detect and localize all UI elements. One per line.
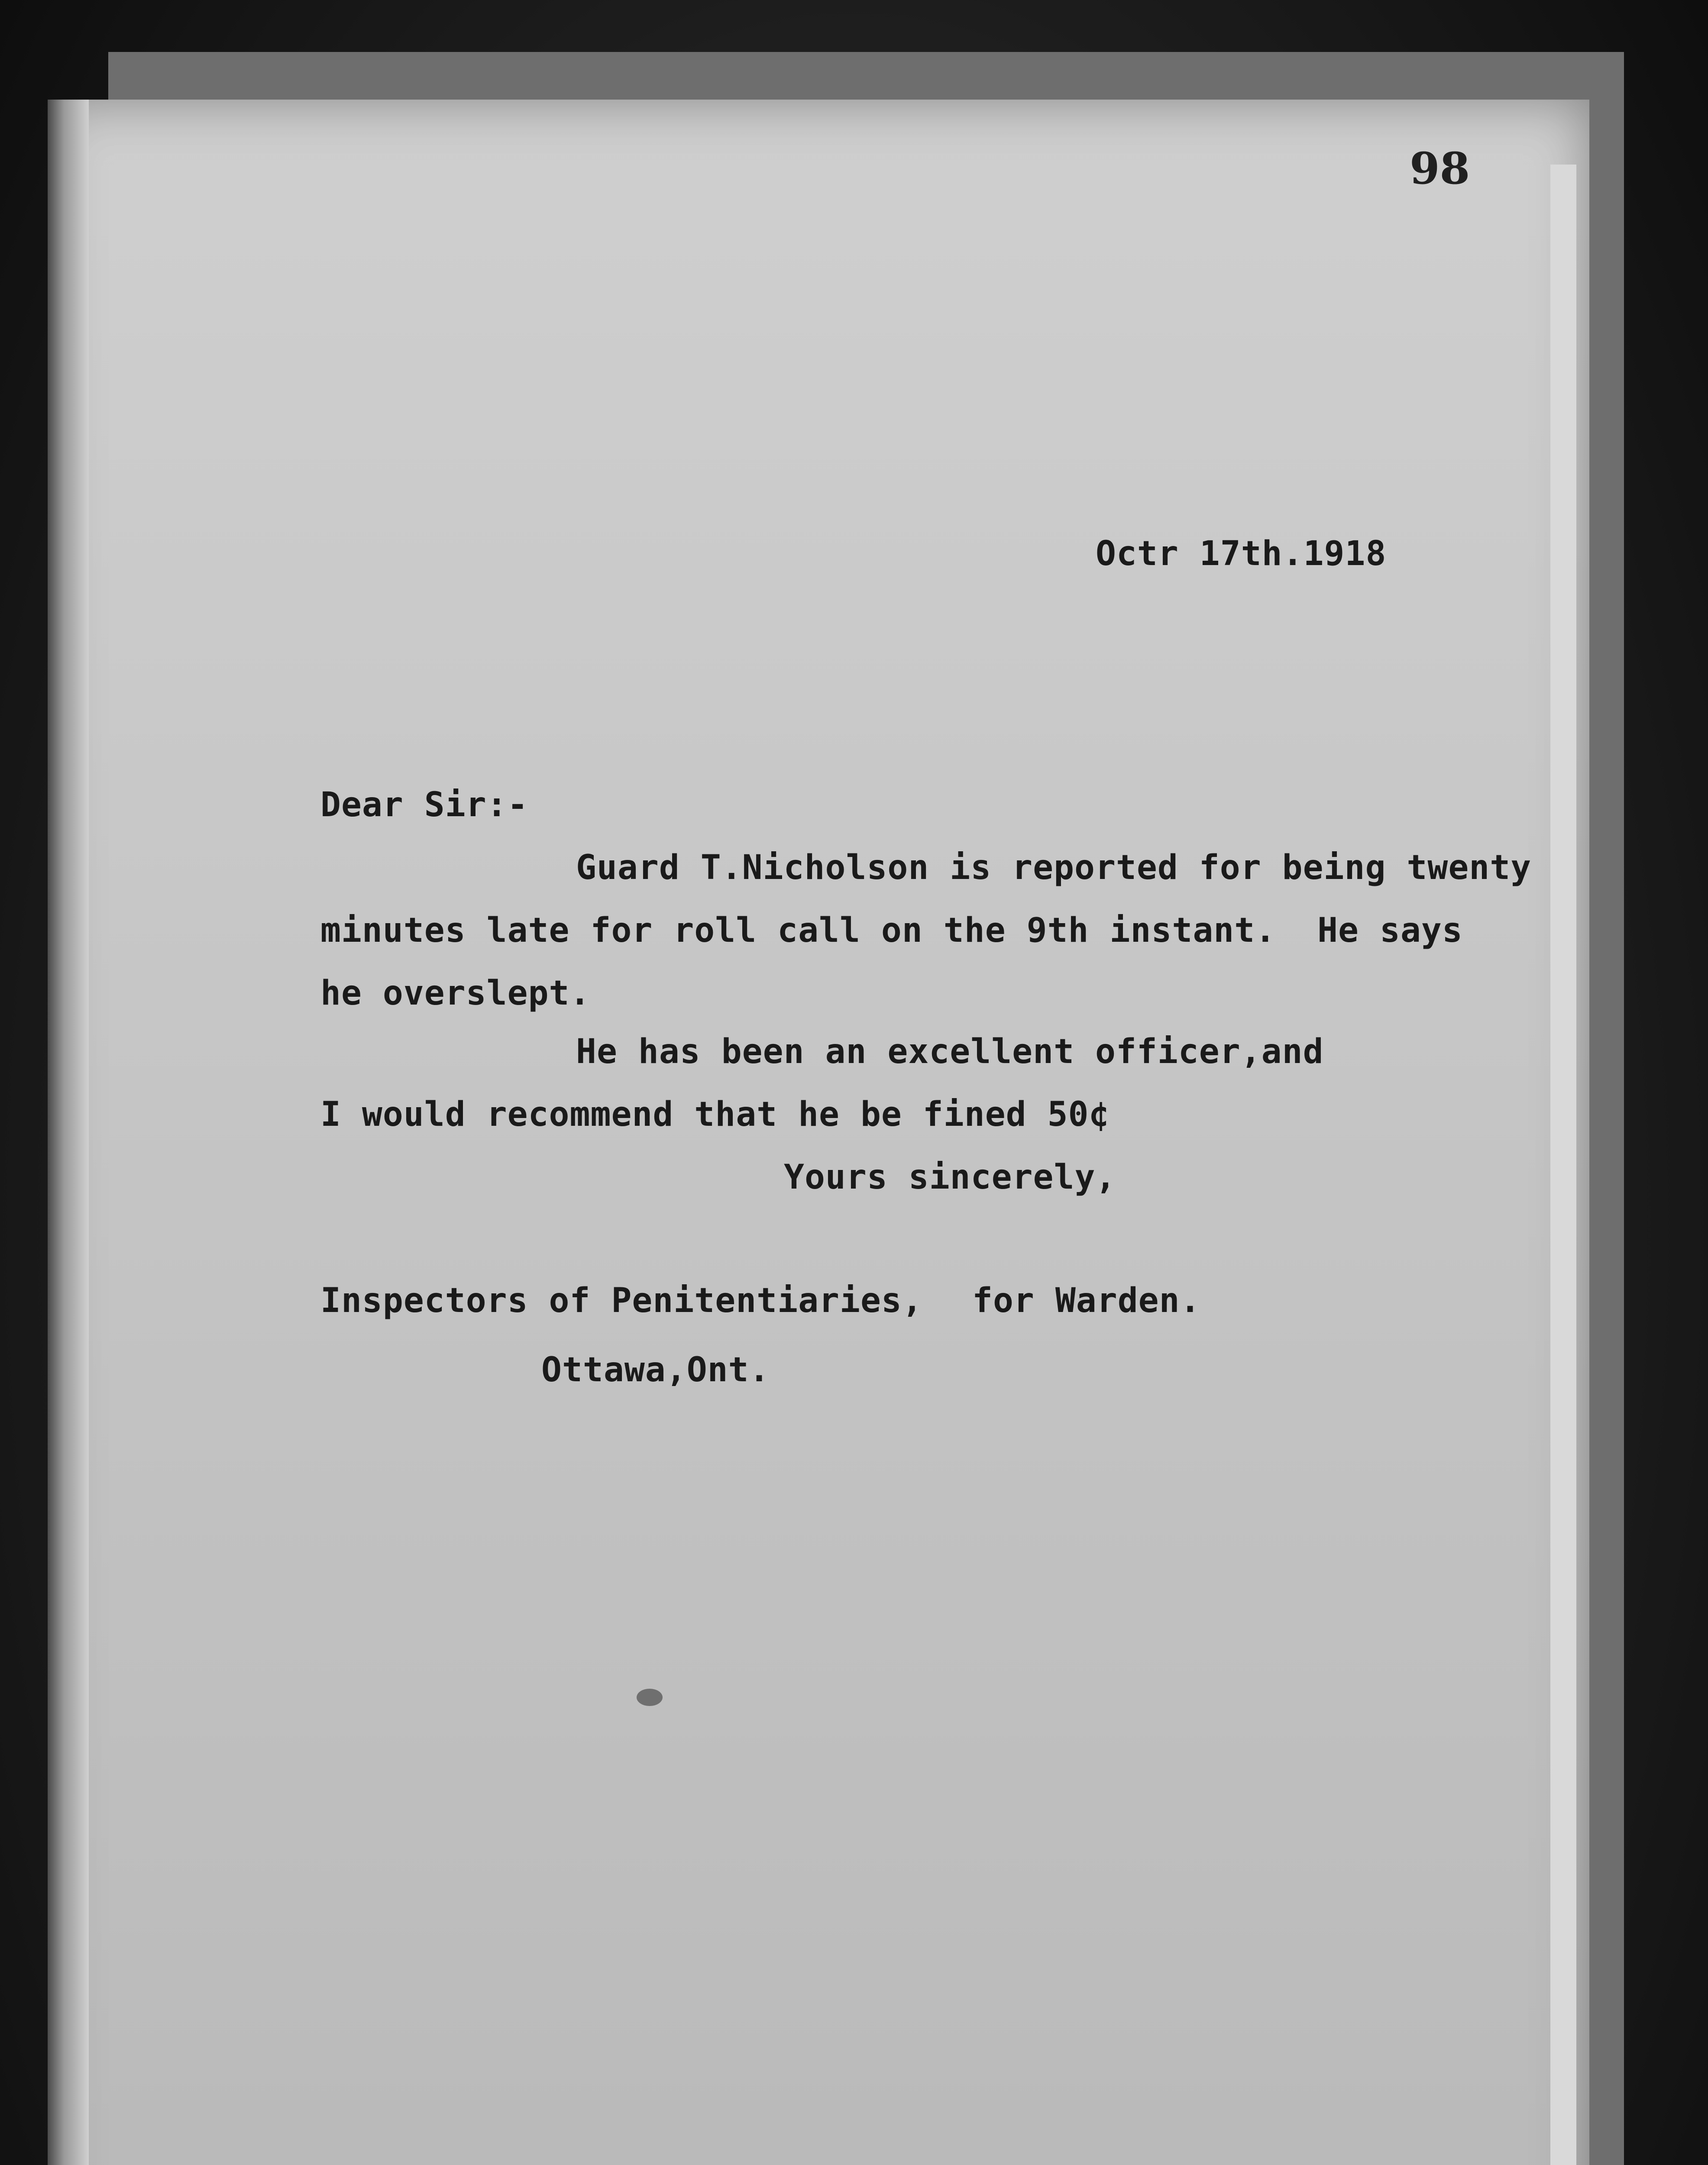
page-right-edge bbox=[1550, 165, 1576, 2165]
addressee-line: Ottawa,Ont. bbox=[541, 1351, 770, 1389]
ink-smudge bbox=[637, 1689, 663, 1706]
body-line: Guard T.Nicholson is reported for being twenty bbox=[576, 848, 1532, 887]
salutation: Dear Sir:- bbox=[320, 785, 528, 824]
page-number: 98 bbox=[1410, 143, 1470, 194]
closing: Yours sincerely, bbox=[784, 1158, 1116, 1197]
signature-line: for Warden. bbox=[972, 1281, 1201, 1320]
body-line: I would recommend that he be fined 50¢ bbox=[320, 1095, 1110, 1134]
addressee-line: Inspectors of Penitentiaries, bbox=[320, 1281, 923, 1320]
page-binding-edge bbox=[48, 100, 89, 2165]
letter-date: Octr 17th.1918 bbox=[1096, 534, 1387, 573]
body-line: He has been an excellent officer,and bbox=[576, 1032, 1324, 1071]
body-line: he overslept. bbox=[320, 974, 591, 1013]
body-line: minutes late for roll call on the 9th instant. He says bbox=[320, 911, 1463, 950]
